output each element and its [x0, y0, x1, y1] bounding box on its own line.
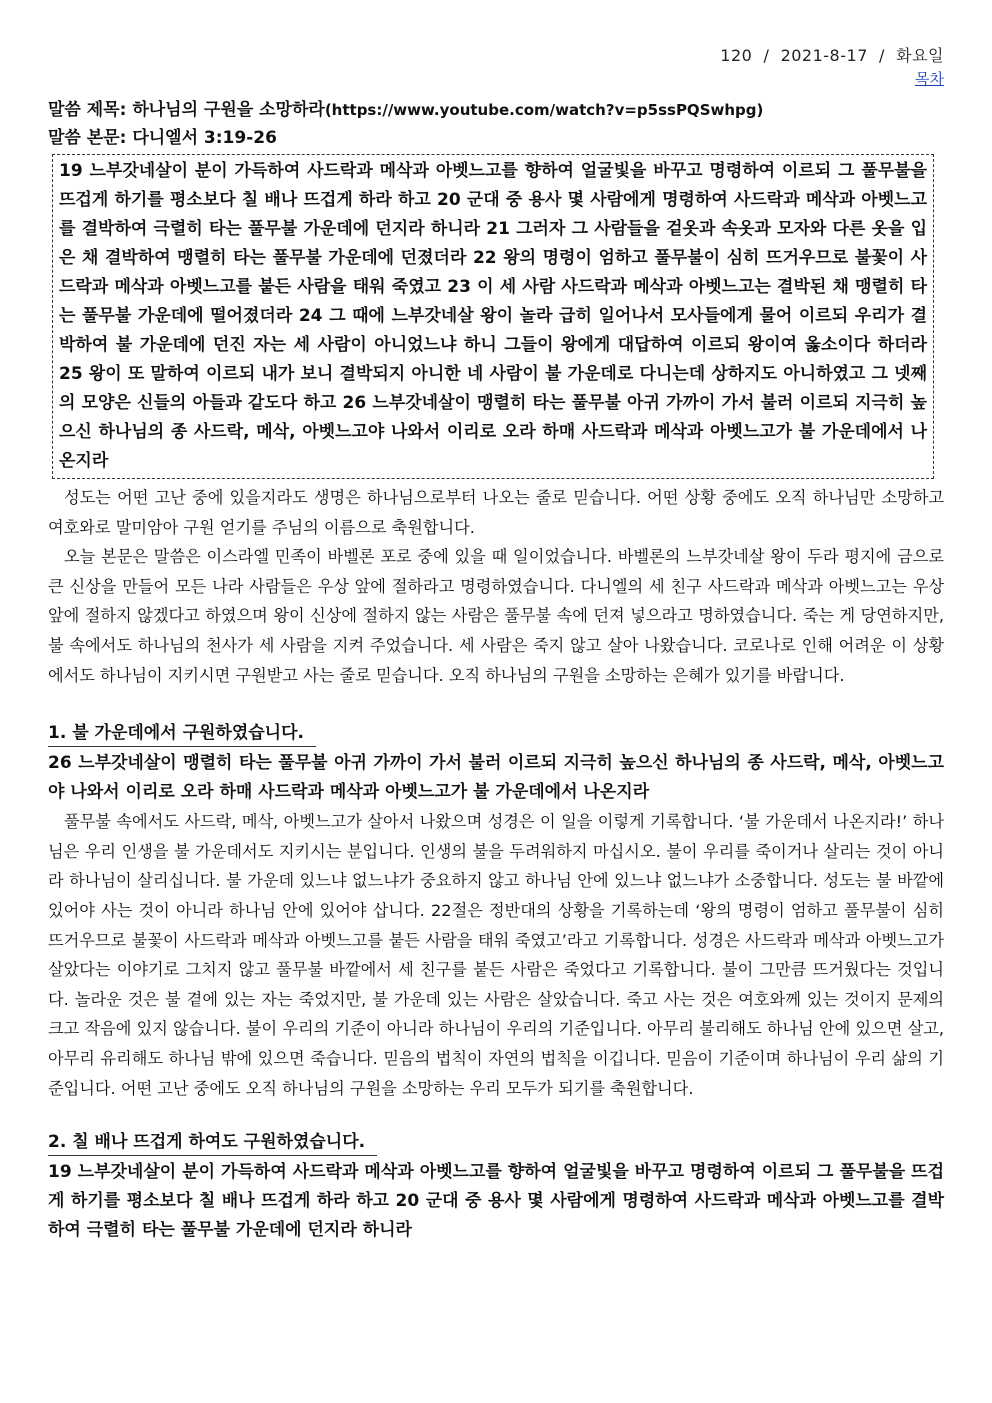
sermon-title-label: 말씀 제목: — [48, 100, 127, 120]
page-number: 120 — [720, 46, 753, 65]
sermon-title-line — [48, 96, 944, 124]
section-verse: 26 느부갓네살이 맹렬히 타는 풀무불 아귀 가까이 가서 불러 이르되 지극히 높으신 하나님의 종 사드락, 메삭, 아벳느고야 나와서 이리로 오라 하매 사드락과 메삭과 아벳느고가 불 가운데에서 나온지라 — [48, 753, 944, 803]
intro-paragraph: 성도는 어떤 고난 중에 있을지라도 생명은 하나님으로부터 나오는 줄로 믿습니다. 어떤 상황 중에도 오직 하나님만 소망하고 여호와로 말미암아 구원 얻기를 주님의 이름으로 축원합니다. — [48, 488, 944, 537]
sermon-text-ref: 다니엘서 3:19-26 — [132, 128, 277, 148]
page-header — [48, 44, 944, 68]
scripture-box: 19 느부갓네살이 분이 가득하여 사드락과 메삭과 아벳느고를 향하여 얼굴빛을 바꾸고 명령하여 이르되 그 풀무불을 뜨겁게 하기를 평소보다 칠 배나 뜨겁게 하라 하고 20 군대 중 용사 몇 사람에게 명령하여 사드락과 메삭과 아벳느고를 결박하여 극렬히 타는 풀무불 가운데에 던지라 하니라 21 그러자 그 사람들을 겉옷과 속옷과 모자와 다른 옷을 입은 채 결박하여 맹렬히 타는 풀무불 가운데에 던졌더라 22 왕의 명령이 엄하고 풀무불이 심히 뜨거우므로 불꽃이 사드락과 메삭과 아벳느고를 붙든 사람을 태워 죽였고 23 이 세 사람 사드락과 메삭과 아벳느고는 결박된 채 맹렬히 타는 풀무불 가운데에 떨어졌더라 24 그 때에 느부갓네살 왕이 놀라 급히 일어나서 모사들에게 물어 이르되 우리가 결박하여 불 가운데에 던진 자는 세 사람이 아니었느냐 하니 그들이 왕에게 대답하여 이르되 왕이여 옳소이다 하더라 25 왕이 또 말하여 이르되 내가 보니 결박되지 아니한 네 사람이 불 가운데로 다니는데 상하지도 아니하였고 그 넷째의 모양은 신들의 아들과 같도다 하고 26 느부갓네살이 맹렬히 타는 풀무불 아귀 가까이 가서 불러 이르되 지극히 높으신 하나님의 종 사드락, 메삭, 아벳느고야 나와서 이리로 오라 하매 사드락과 메삭과 아벳느고가 불 가운데에서 나온지라 — [52, 154, 934, 479]
toc-link[interactable]: 목차 — [915, 70, 944, 88]
date: 2021-8-17 — [780, 46, 868, 65]
section-2 — [48, 1129, 944, 1245]
section-heading: 1. 불 가운데에서 구원하였습니다. — [48, 720, 316, 747]
header-separator: / — [873, 46, 891, 65]
section-1 — [48, 720, 944, 1103]
document-page — [48, 44, 944, 1245]
section-heading: 2. 칠 배나 뜨겁게 하여도 구원하였습니다. — [48, 1129, 377, 1156]
sermon-text-line — [48, 124, 944, 152]
sermon-video-url: (https://www.youtube.com/watch?v=p5ssPQSwhpg) — [324, 101, 764, 119]
toc-link-row — [48, 68, 944, 90]
section-verse: 19 느부갓네살이 분이 가득하여 사드락과 메삭과 아벳느고를 향하여 얼굴빛을 바꾸고 명령하여 이르되 그 풀무불을 뜨겁게 하기를 평소보다 칠 배나 뜨겁게 하라 하고 20 군대 중 용사 몇 사람에게 명령하여 사드락과 메삭과 아벳느고를 결박하여 극렬히 타는 풀무불 가운데에 던지라 하니라 — [48, 1162, 944, 1241]
weekday: 화요일 — [896, 46, 944, 65]
sermon-text-label: 말씀 본문: — [48, 128, 127, 148]
spacer — [48, 1103, 944, 1129]
sermon-title: 하나님의 구원을 소망하라 — [132, 100, 325, 120]
header-separator: / — [757, 46, 775, 65]
section-body: 풀무불 속에서도 사드락, 메삭, 아벳느고가 살아서 나왔으며 성경은 이 일을 이렇게 기록합니다. ‘불 가운데서 나온지라!’ 하나님은 우리 인생을 불 가운데서도 지키시는 분입니다. 인생의 불을 두려워하지 마십시오. 불이 우리를 죽이거나 살리는 것이 아니라 하나님이 살리십니다. 불 가운데 있느냐 없느냐가 중요하지 않고 하나님 안에 있느냐 없느냐가 소중합니다. 성도는 불 바깥에 있어야 사는 것이 아니라 하나님 안에 있어야 삽니다. 22절은 정반대의 상황을 기록하는데 ‘왕의 명령이 엄하고 풀무불이 심히 뜨거우므로 불꽃이 사드락과 메삭과 아벳느고를 붙든 사람을 태워 죽였고’라고 기록합니다. 성경은 사드락과 메삭과 아벳느고가 살았다는 이야기로 그치지 않고 풀무불 바깥에서 세 친구를 붙든 사람은 죽었다고 기록합니다. 불이 그만큼 뜨거웠다는 것입니다. 놀라운 것은 불 곁에 있는 자는 죽었지만, 불 가운데 있는 사람은 살았습니다. 죽고 사는 것은 여호와께 있는 것이지 문제의 크고 작음에 있지 않습니다. 불이 우리의 기준이 아니라 하나님이 우리의 기준입니다. 아무리 불리해도 하나님 안에 있으면 살고, 아무리 유리해도 하나님 밖에 있으면 죽습니다. 믿음의 법칙이 자연의 법칙을 이깁니다. 믿음이 기준이며 하나님이 우리 삶의 기준입니다. 어떤 고난 중에도 오직 하나님의 구원을 소망하는 우리 모두가 되기를 축원합니다. — [48, 812, 944, 1098]
intro-paragraph: 오늘 본문은 말씀은 이스라엘 민족이 바벨론 포로 중에 있을 때 일이었습니다. 바벨론의 느부갓네살 왕이 두라 평지에 금으로 큰 신상을 만들어 모든 나라 사람들은 우상 앞에 절하라고 명령하였습니다. 다니엘의 세 친구 사드락과 메삭과 아벳느고는 우상 앞에 절하지 않겠다고 하였으며 왕이 신상에 절하지 않는 사람은 풀무불 속에 던져 넣으라고 명하였습니다. 죽는 게 당연하지만, 불 속에서도 하나님의 천사가 세 사람을 지켜 주었습니다. 세 사람은 죽지 않고 살아 나왔습니다. 코로나로 인해 어려운 이 상황에서도 하나님이 지키시면 구원받고 사는 줄로 믿습니다. 오직 하나님의 구원을 소망하는 은혜가 있기를 바랍니다. — [48, 547, 944, 685]
spacer — [48, 690, 944, 720]
